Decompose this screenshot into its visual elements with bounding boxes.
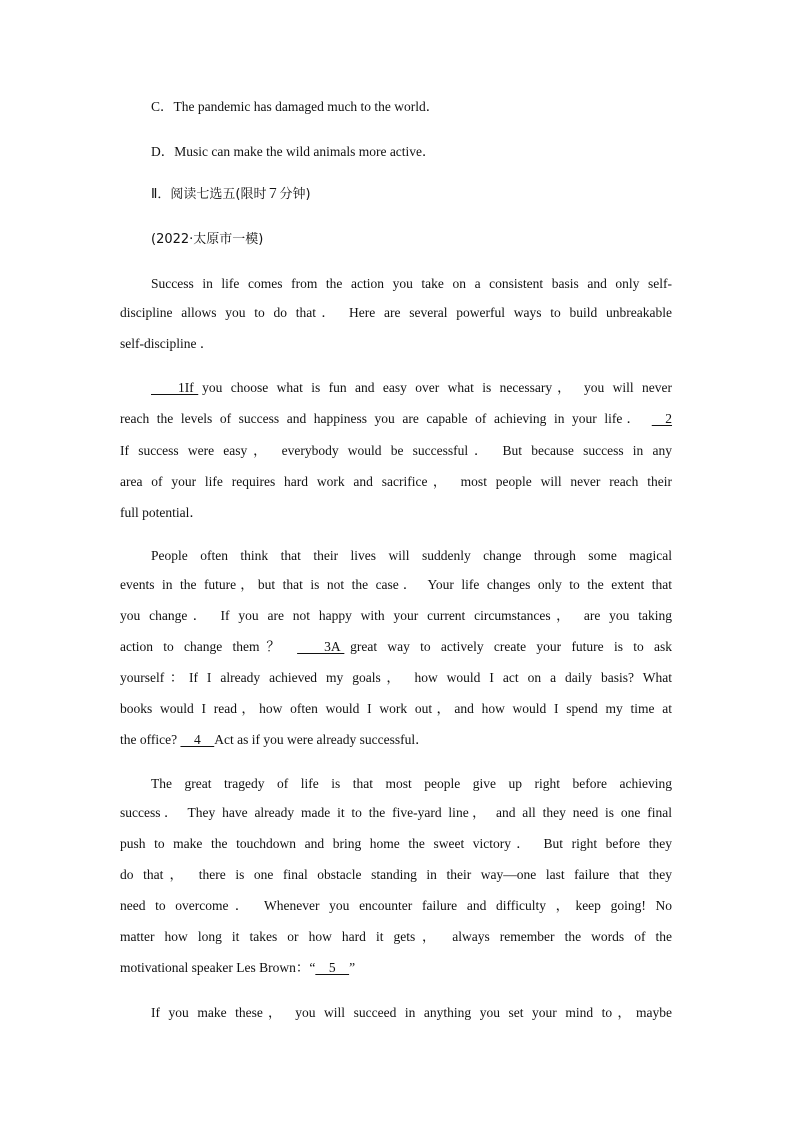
paragraph-line: If you make these， you will succeed in anything you set your mind to，maybe <box>151 1005 672 1020</box>
paragraph-line: you change． If you are not happy with your current circumstances， are you taking <box>120 608 672 623</box>
paragraph-text: the office? <box>120 732 178 747</box>
blank-5: 5 <box>315 960 350 975</box>
paragraph-line: discipline allows you to do that． Here are several powerful ways to build unbreakable <box>120 305 672 320</box>
paragraph-line: People often think that their lives will suddenly change through some magical <box>151 548 672 563</box>
section-heading: Ⅱ．阅读七选五(限时７分钟) <box>151 187 311 202</box>
paragraph-line: books would I read，how often would I work out，and how would I spend my time at <box>120 701 672 716</box>
paragraph-line: yourself：If I already achieved my goals， how would I act on a daily basis? What <box>120 670 672 685</box>
paragraph-text: reach the levels of success and happiness you are capable of achieving in your life． <box>120 411 645 426</box>
paragraph-line <box>120 639 672 655</box>
paragraph-line: need to overcome． Whenever you encounter failure and difficulty ，keep going! No <box>120 898 672 913</box>
paragraph-line <box>120 732 672 748</box>
option-d: D．Music can make the wild animals more active． <box>151 144 436 159</box>
paragraph-line: events in the future，but that is not the case． Your life changes only to the extent that <box>120 577 672 592</box>
paragraph-text: Act as if you were already successful． <box>214 732 429 747</box>
blank-1: 1 <box>151 380 199 395</box>
paragraph-text: If you choose what is fun and easy over what is necessary， you will never <box>184 380 672 395</box>
paragraph-line: The great tragedy of life is that most people give up right before achieving <box>151 776 672 791</box>
option-c: C．The pandemic has damaged much to the world． <box>151 99 440 114</box>
paragraph-line <box>120 411 672 427</box>
paragraph-line: If success were easy， everybody would be successful． But because success in any <box>120 443 672 458</box>
source-note: (2022·太原市一模) <box>151 232 264 247</box>
paragraph-line: Success in life comes from the action you take on a consistent basis and only self- <box>151 276 672 291</box>
paragraph-text: A great way to actively create your future is to ask <box>330 639 672 654</box>
paragraph-text: action to change them？ <box>120 639 287 654</box>
blank-2: 2 <box>651 411 673 426</box>
paragraph-line <box>120 960 672 976</box>
paragraph-line: matter how long it takes or how hard it gets， always remember the words of the <box>120 929 672 944</box>
paragraph-line <box>151 380 672 396</box>
paragraph-line: self-discipline ． <box>120 336 214 351</box>
blank-3: 3 <box>297 639 345 654</box>
paragraph-text: ” <box>349 960 356 975</box>
paragraph-line: success． They have already made it to the five-yard line， and all they need is one final <box>120 805 672 820</box>
paragraph-line: area of your life requires hard work and sacrifice， most people will never reach their <box>120 474 672 489</box>
paragraph-text: motivational speaker Les Brown：“ <box>120 960 316 975</box>
blank-4: 4 <box>180 732 215 747</box>
paragraph-line: push to make the touchdown and bring home the sweet victory． But right before they <box>120 836 672 851</box>
paragraph-line: do that， there is one final obstacle standing in their way—one last failure that they <box>120 867 672 882</box>
paragraph-line: full potential． <box>120 505 203 520</box>
